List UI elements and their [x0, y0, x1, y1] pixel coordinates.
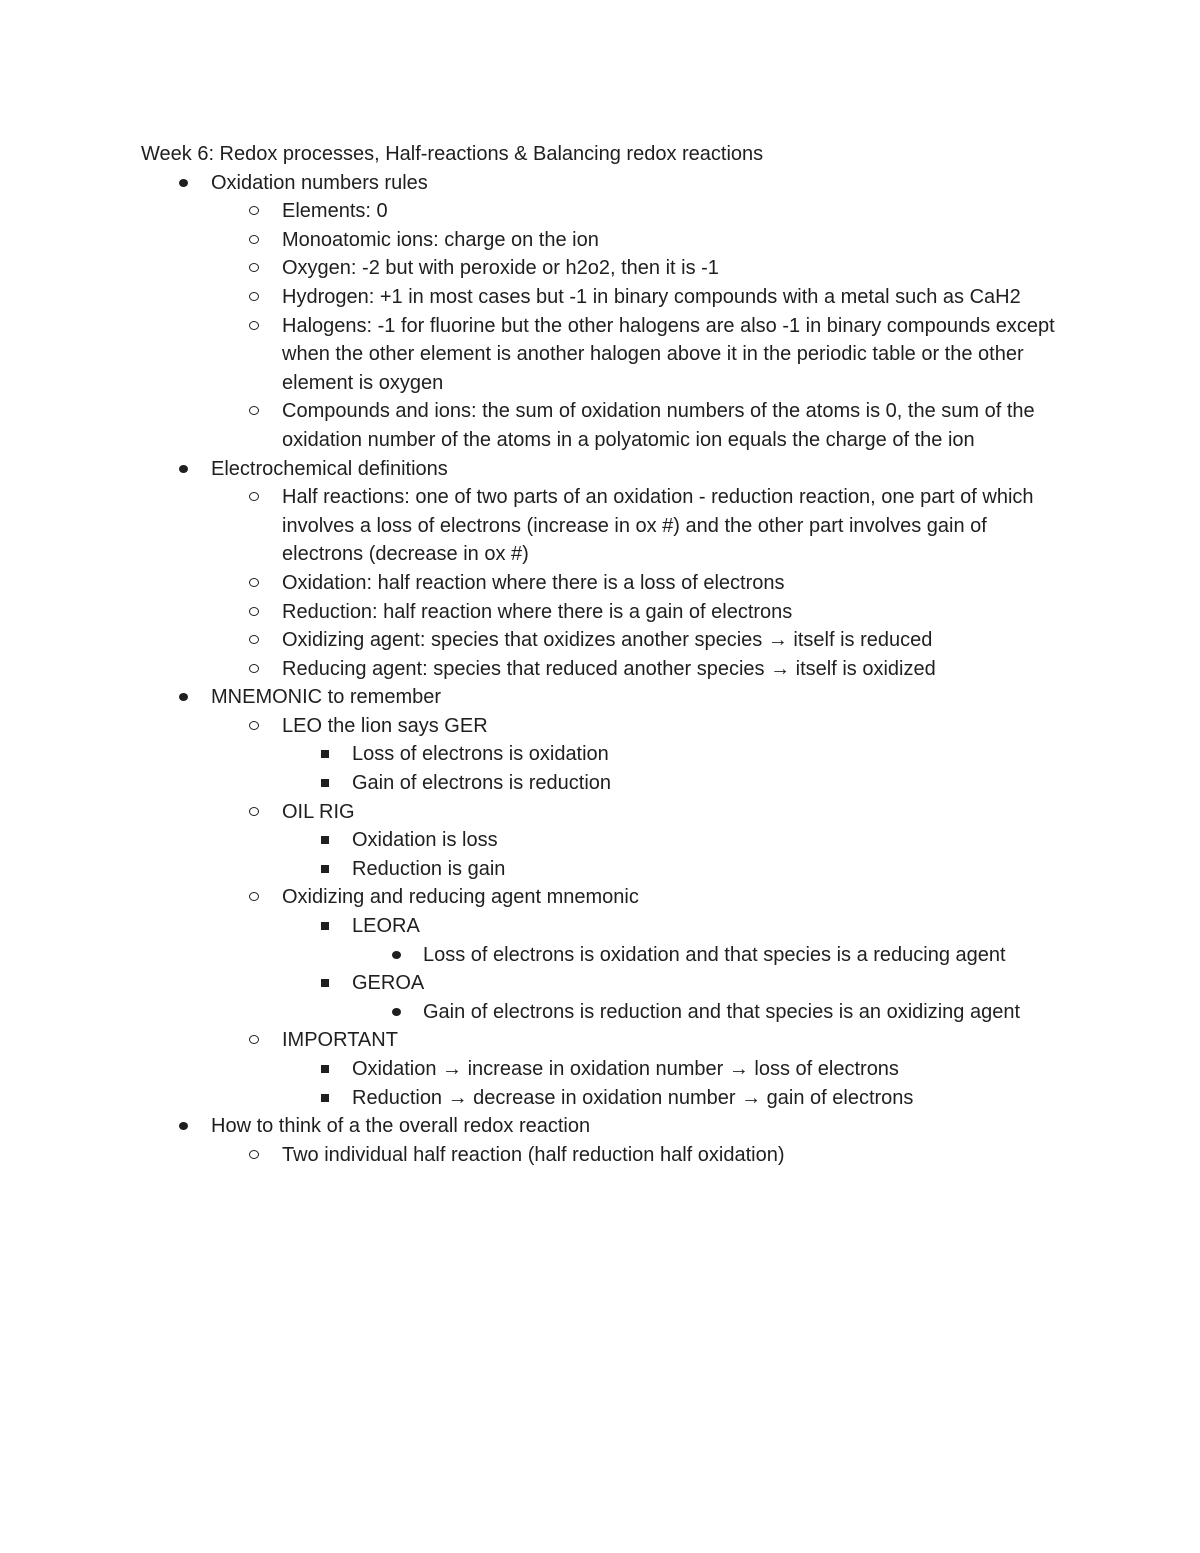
- list-item-oxidation-rules: [141, 169, 1061, 198]
- bullet-disc-icon: [392, 1008, 401, 1016]
- sublist: [141, 998, 1061, 1027]
- bullet-disc-icon: [179, 179, 188, 187]
- list-item-text: Monoatomic ions: charge on the ion: [282, 228, 599, 251]
- list-item: [141, 197, 1061, 226]
- outline-list: [141, 169, 1061, 1170]
- list-item: [141, 626, 1061, 655]
- list-item-text: LEO the lion says GER: [282, 714, 488, 737]
- list-item-text: Halogens: -1 for fluorine but the other halogens are also -1 in binary compounds except when the other element is another halogen above it in the periodic table or the other element is oxygen: [282, 314, 1055, 394]
- bullet-square-icon: [321, 779, 329, 787]
- list-item-electrochemical-definitions: [141, 455, 1061, 484]
- sublist: [141, 1141, 1061, 1170]
- list-item: [141, 254, 1061, 283]
- list-item-text: OIL RIG: [282, 800, 355, 823]
- list-item-text: Two individual half reaction (half reduction half oxidation): [282, 1143, 785, 1166]
- sublist-container: [141, 197, 1061, 454]
- list-item: [141, 998, 1061, 1027]
- list-item-text: GEROA: [352, 972, 425, 995]
- sublist: [141, 740, 1061, 797]
- list-item: [141, 598, 1061, 627]
- list-item: [141, 912, 1061, 941]
- bullet-circle-icon: [249, 406, 259, 415]
- bullet-square-icon: [321, 1065, 329, 1073]
- list-item-mnemonic: [141, 683, 1061, 712]
- bullet-circle-icon: [249, 235, 259, 244]
- list-item: [141, 798, 1061, 827]
- list-item-text: Oxidation → increase in oxidation number → loss of electrons: [352, 1058, 899, 1080]
- bullet-square-icon: [321, 750, 329, 758]
- list-item-text: Oxidation is loss: [352, 829, 498, 852]
- list-item: [141, 483, 1061, 569]
- bullet-disc-icon: [179, 693, 188, 701]
- list-item-text: Oxidation numbers rules: [211, 171, 428, 194]
- list-item-text: Reducing agent: species that reduced another species → itself is oxidized: [282, 657, 936, 680]
- list-item: [141, 740, 1061, 769]
- list-item: [141, 655, 1061, 684]
- bullet-circle-icon: [249, 892, 259, 901]
- list-item-text: Compounds and ions: the sum of oxidation numbers of the atoms is 0, the sum of the oxidation number of the atoms in a polyatomic ion equals the charge of the ion: [282, 400, 1035, 451]
- list-item: [141, 1141, 1061, 1170]
- bullet-square-icon: [321, 922, 329, 930]
- list-item: [141, 1026, 1061, 1055]
- sublist: [141, 712, 1061, 1112]
- bullet-disc-icon: [392, 951, 401, 959]
- bullet-square-icon: [321, 836, 329, 844]
- sublist: [141, 912, 1061, 1026]
- list-item-text: LEORA: [352, 915, 420, 938]
- list-item-text: Electrochemical definitions: [211, 457, 448, 480]
- sublist-container: [141, 912, 1061, 1026]
- list-item: [141, 712, 1061, 741]
- sublist-container: [141, 826, 1061, 883]
- list-item-text: Oxidation: half reaction where there is a loss of electrons: [282, 571, 785, 594]
- list-item: [141, 769, 1061, 798]
- list-item-text: How to think of a the overall redox reaction: [211, 1115, 591, 1138]
- bullet-square-icon: [321, 865, 329, 873]
- list-item-text: Gain of electrons is reduction and that species is an oxidizing agent: [423, 1000, 1021, 1023]
- sublist-container: [141, 740, 1061, 797]
- bullet-circle-icon: [249, 721, 259, 730]
- list-item: [141, 283, 1061, 312]
- bullet-circle-icon: [249, 1035, 259, 1044]
- list-item: [141, 969, 1061, 998]
- sublist-container: [141, 998, 1061, 1027]
- bullet-circle-icon: [249, 1150, 259, 1159]
- bullet-circle-icon: [249, 807, 259, 816]
- list-item-text: Oxidizing agent: species that oxidizes another species → itself is reduced: [282, 629, 933, 652]
- document-body: [141, 140, 1061, 1169]
- list-item: [141, 1084, 1061, 1113]
- list-item-text: Reduction → decrease in oxidation number → gain of electrons: [352, 1086, 914, 1109]
- list-item-text: Loss of electrons is oxidation and that species is a reducing agent: [423, 943, 1006, 966]
- list-item-text: Reduction is gain: [352, 857, 506, 880]
- sublist: [141, 1055, 1061, 1112]
- sublist: [141, 826, 1061, 883]
- list-item: [141, 883, 1061, 912]
- list-item-text: MNEMONIC to remember: [211, 686, 442, 709]
- list-item-text: Loss of electrons is oxidation: [352, 743, 609, 766]
- bullet-circle-icon: [249, 578, 259, 587]
- bullet-circle-icon: [249, 635, 259, 644]
- list-item-text: Gain of electrons is reduction: [352, 772, 612, 795]
- list-item-text: Hydrogen: +1 in most cases but -1 in binary compounds with a metal such as CaH2: [282, 285, 1021, 308]
- list-item: [141, 826, 1061, 855]
- list-item: [141, 226, 1061, 255]
- list-item-text: Elements: 0: [282, 200, 388, 223]
- list-item-text: IMPORTANT: [282, 1029, 398, 1052]
- list-item: [141, 569, 1061, 598]
- sublist-container: [141, 941, 1061, 970]
- list-item-text: Half reactions: one of two parts of an oxidation - reduction reaction, one part of which involves a loss of electrons (increase in ox #) and the other part involves gain of electrons (decrease in ox #): [282, 486, 1034, 566]
- document-title: Week 6: Redox processes, Half-reactions & Balancing redox reactions: [141, 143, 764, 165]
- bullet-disc-icon: [179, 465, 188, 473]
- bullet-disc-icon: [179, 1122, 188, 1130]
- bullet-circle-icon: [249, 263, 259, 272]
- bullet-square-icon: [321, 1094, 329, 1102]
- list-item: [141, 855, 1061, 884]
- list-item: [141, 397, 1061, 454]
- sublist-container: [141, 483, 1061, 683]
- list-item-text: Oxygen: -2 but with peroxide or h2o2, then it is -1: [282, 257, 719, 280]
- bullet-circle-icon: [249, 664, 259, 673]
- bullet-circle-icon: [249, 321, 259, 330]
- bullet-circle-icon: [249, 492, 259, 501]
- list-item-text: Oxidizing and reducing agent mnemonic: [282, 886, 639, 909]
- sublist-container: [141, 1141, 1061, 1170]
- list-item: [141, 1055, 1061, 1084]
- list-item: [141, 312, 1061, 398]
- bullet-circle-icon: [249, 607, 259, 616]
- sublist-container: [141, 1055, 1061, 1112]
- list-item-overall-redox: [141, 1112, 1061, 1141]
- sublist: [141, 483, 1061, 683]
- sublist: [141, 941, 1061, 970]
- bullet-circle-icon: [249, 292, 259, 301]
- bullet-circle-icon: [249, 206, 259, 215]
- list-item: [141, 941, 1061, 970]
- sublist-container: [141, 712, 1061, 1112]
- sublist: [141, 197, 1061, 454]
- bullet-square-icon: [321, 979, 329, 987]
- list-item-text: Reduction: half reaction where there is a gain of electrons: [282, 600, 793, 623]
